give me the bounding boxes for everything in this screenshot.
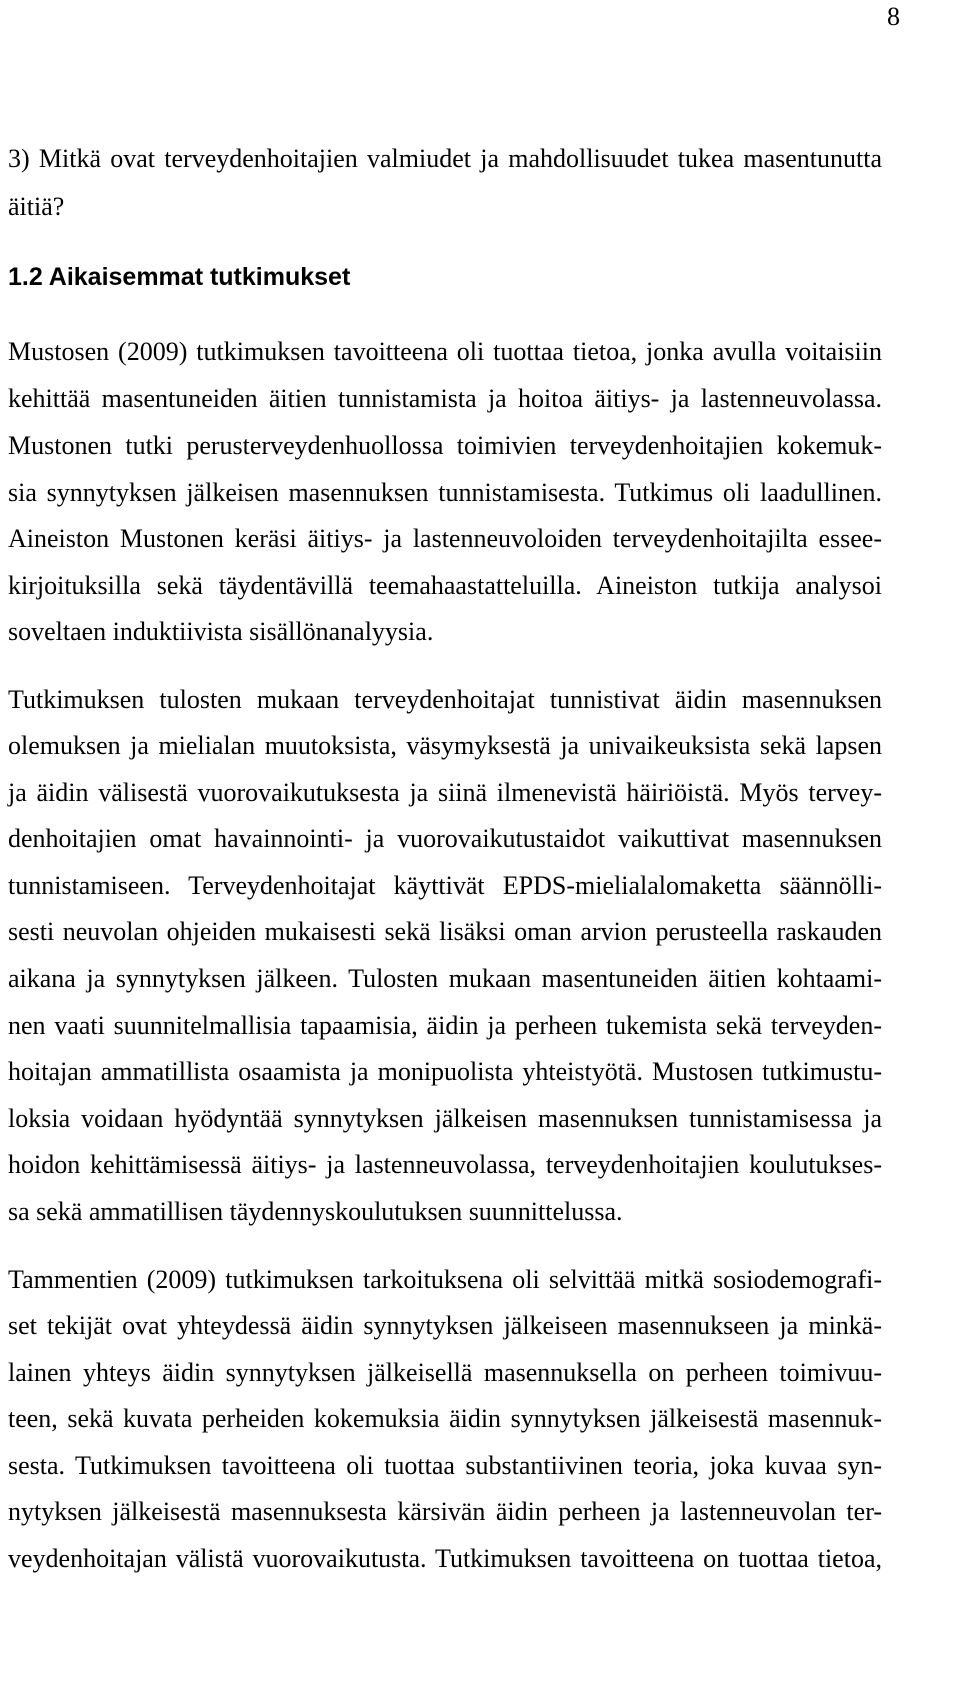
paragraph-line: kirjoituksilla sekä täydentävillä teemahaastatteluilla. Aineiston tutkija analysoi bbox=[8, 571, 882, 600]
paragraph-line: ja äidin välisestä vuorovaikutuksesta ja siinä ilmenevistä häiriöistä. Myös tervey- bbox=[8, 778, 882, 807]
paragraph-line: set tekijät ovat yhteydessä äidin synnytyksen jälkeiseen masennukseen ja minkä- bbox=[8, 1311, 882, 1340]
paragraph-line: Tammentien (2009) tutkimuksen tarkoituksena oli selvittää mitkä sosiodemografi- bbox=[8, 1265, 882, 1294]
section-heading: 1.2 Aikaisemmat tutkimukset bbox=[8, 263, 351, 291]
paragraph-line: nen vaati suunnitelmallisia tapaamisia, äidin ja perheen tukemista sekä terveyden- bbox=[8, 1011, 882, 1040]
paragraph-line: lainen yhteys äidin synnytyksen jälkeisellä masennuksella on perheen toimivuu- bbox=[8, 1358, 882, 1387]
paragraph-line: denhoitajien omat havainnointi- ja vuorovaikutustaidot vaikuttivat masennuksen bbox=[8, 824, 882, 853]
paragraph-line: sia synnytyksen jälkeisen masennuksen tunnistamisesta. Tutkimus oli laadullinen. bbox=[8, 478, 882, 507]
question-line: äitiä? bbox=[8, 192, 65, 221]
paragraph-line: Tutkimuksen tulosten mukaan terveydenhoitajat tunnistivat äidin masennuksen bbox=[8, 685, 882, 714]
paragraph-line: teen, sekä kuvata perheiden kokemuksia äidin synnytyksen jälkeisestä masennuk- bbox=[8, 1404, 882, 1433]
question-line: 3) Mitkä ovat terveydenhoitajien valmiudet ja mahdollisuudet tukea masentunutta bbox=[8, 144, 882, 173]
paragraph-line: sesti neuvolan ohjeiden mukaisesti sekä lisäksi oman arvion perusteella raskauden bbox=[8, 917, 882, 946]
paragraph-line: tunnistamiseen. Terveydenhoitajat käyttivät EPDS-mielialalomaketta säännölli- bbox=[8, 871, 882, 900]
paragraph-line: aikana ja synnytyksen jälkeen. Tulosten mukaan masentuneiden äitien kohtaami- bbox=[8, 964, 882, 993]
paragraph-line: sa sekä ammatillisen täydennyskoulutuksen suunnittelussa. bbox=[8, 1197, 623, 1226]
paragraph-line: loksia voidaan hyödyntää synnytyksen jälkeisen masennuksen tunnistamisessa ja bbox=[8, 1104, 882, 1133]
paragraph-line: Mustosen (2009) tutkimuksen tavoitteena oli tuottaa tietoa, jonka avulla voitaisiin bbox=[8, 337, 882, 366]
paragraph-line: Aineiston Mustonen keräsi äitiys- ja lastenneuvoloiden terveydenhoitajilta essee- bbox=[8, 524, 882, 553]
paragraph-line: hoitajan ammatillista osaamista ja monipuolista yhteistyötä. Mustosen tutkimustu- bbox=[8, 1057, 882, 1086]
paragraph-line: olemuksen ja mielialan muutoksista, väsymyksestä ja univaikeuksista sekä lapsen bbox=[8, 731, 882, 760]
paragraph-line: kehittää masentuneiden äitien tunnistamista ja hoitoa äitiys- ja lastenneuvolassa. bbox=[8, 384, 882, 413]
paragraph-line: nytyksen jälkeisestä masennuksesta kärsivän äidin perheen ja lastenneuvolan ter- bbox=[8, 1497, 882, 1526]
page-number: 8 bbox=[887, 2, 900, 31]
paragraph-line: Mustonen tutki perusterveydenhuollossa toimivien terveydenhoitajien kokemuk- bbox=[8, 431, 882, 460]
paragraph-line: hoidon kehittämisessä äitiys- ja lastenneuvolassa, terveydenhoitajien koulutukses- bbox=[8, 1150, 882, 1179]
paragraph-line: sesta. Tutkimuksen tavoitteena oli tuottaa substantiivinen teoria, joka kuvaa syn- bbox=[8, 1451, 882, 1480]
paragraph-line: soveltaen induktiivista sisällönanalyysia. bbox=[8, 617, 434, 646]
paragraph-line: veydenhoitajan välistä vuorovaikutusta. Tutkimuksen tavoitteena on tuottaa tietoa, bbox=[8, 1544, 882, 1573]
